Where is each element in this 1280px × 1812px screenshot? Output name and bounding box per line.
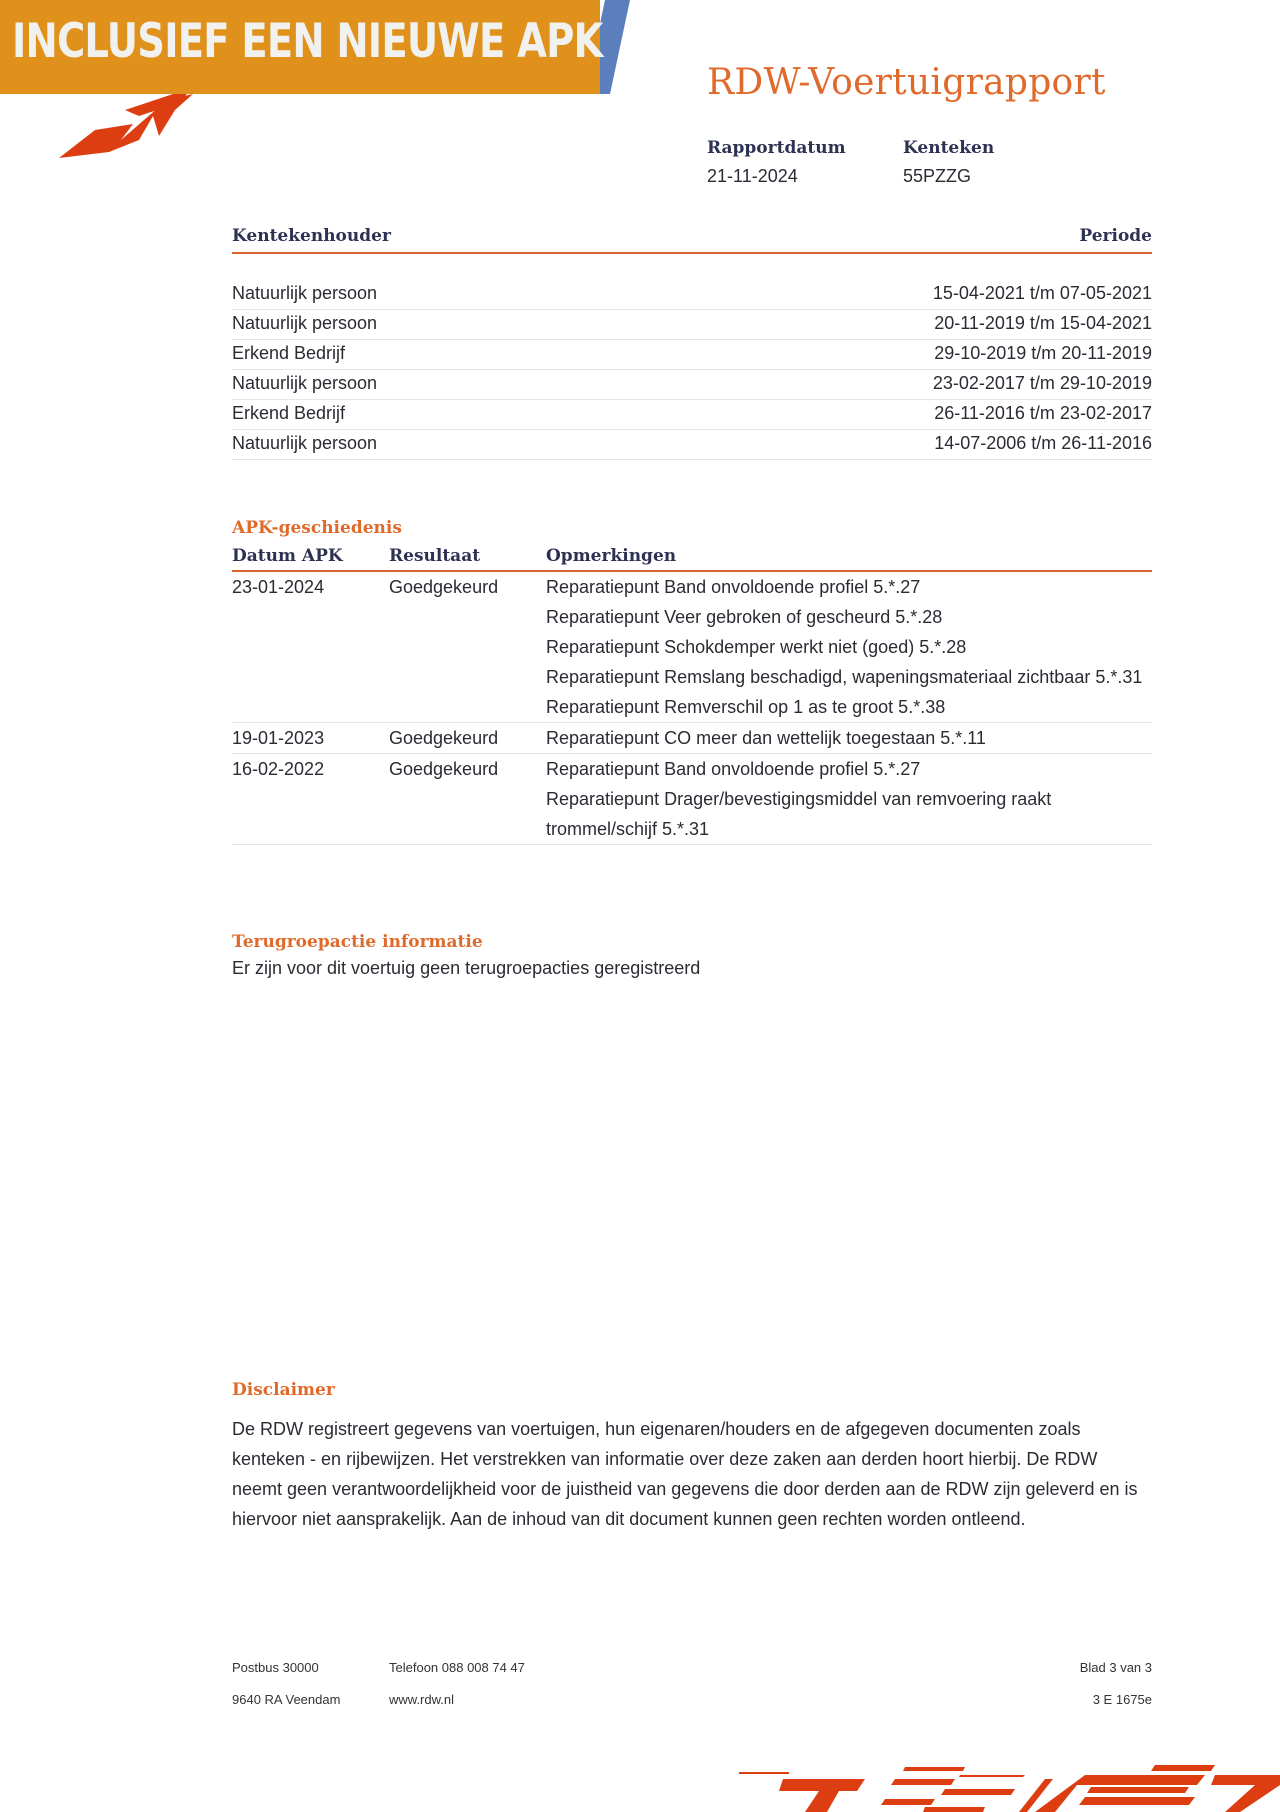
plate-block	[903, 138, 994, 187]
holders-table-header	[232, 226, 1152, 254]
rdw-decorative-stripes-icon	[735, 1755, 1280, 1812]
holder-period: 15-04-2021 t/m 07-05-2021	[932, 283, 1152, 303]
holder-type: Erkend Bedrijf	[232, 343, 346, 363]
recall-title: Terugroepactie informatie	[232, 932, 483, 952]
remark: Reparatiepunt Drager/bevestigingsmiddel van remvoering raakt trommel/schijf 5.*.31	[546, 789, 1052, 839]
promo-banner-text: INCLUSIEF EEN NIEUWE APK	[12, 14, 603, 69]
holder-period: 20-11-2019 t/m 15-04-2021	[934, 313, 1152, 333]
remark: Reparatiepunt Band onvoldoende profiel 5.*.27	[546, 759, 921, 779]
apk-date: 16-02-2022	[232, 759, 325, 779]
table-row	[232, 400, 1152, 430]
apk-remarks	[546, 723, 1152, 753]
disclaimer-text: De RDW registreert gegevens van voertuigen, hun eigenaren/houders en de afgegeven documenten zoals kenteken - en rijbewijzen. Het verstrekken van informatie over deze zaken aan derden hoort hierbij. De RDW neemt geen verantwoordelijkheid voor de juistheid van gegevens die door derden aan de RDW zijn geleverd en is hiervoor niet aansprakelijk. Aan de inhoud van dit document kunnen geen rechten worden ontleend.	[232, 1419, 1138, 1529]
holder-period: 14-07-2006 t/m 26-11-2016	[934, 433, 1152, 453]
table-row	[232, 340, 1152, 370]
apk-remarks	[546, 572, 1152, 722]
table-row	[232, 754, 1152, 845]
col-holder-header: Kentekenhouder	[232, 226, 391, 246]
holder-type: Erkend Bedrijf	[232, 403, 346, 423]
plate-label: Kenteken	[903, 138, 995, 158]
recall-text: Er zijn voor dit voertuig geen terugroepacties geregistreerd	[232, 958, 701, 978]
table-row	[232, 430, 1152, 460]
remark: Reparatiepunt Schokdemper werkt niet (goed) 5.*.28	[546, 637, 967, 657]
apk-result: Goedgekeurd	[389, 577, 499, 597]
remark: Reparatiepunt Remslang beschadigd, wapeningsmateriaal zichtbaar 5.*.31	[546, 667, 1143, 687]
apk-result: Goedgekeurd	[389, 728, 499, 748]
col-result-header: Resultaat	[389, 546, 481, 566]
footer-document-code: 3 E 1675e	[1092, 1692, 1152, 1707]
footer-page-number: Blad 3 van 3	[1079, 1660, 1152, 1675]
holder-type: Natuurlijk persoon	[232, 283, 378, 303]
report-date-block	[707, 138, 846, 187]
remark: Reparatiepunt CO meer dan wettelijk toegestaan 5.*.11	[546, 728, 986, 748]
apk-remarks	[546, 754, 1152, 844]
disclaimer-section	[232, 1380, 1152, 1534]
apk-date: 23-01-2024	[232, 577, 325, 597]
apk-date: 19-01-2023	[232, 728, 325, 748]
apk-history-section	[232, 518, 1152, 845]
footer-address: 9640 RA Veendam	[232, 1692, 341, 1707]
holder-period: 29-10-2019 t/m 20-11-2019	[934, 343, 1152, 363]
holders-table	[232, 226, 1152, 460]
holder-type: Natuurlijk persoon	[232, 433, 378, 453]
col-period-header: Periode	[1079, 226, 1152, 246]
table-row	[232, 310, 1152, 340]
footer-website-link[interactable]: www.rdw.nl	[389, 1692, 455, 1707]
col-remarks-header: Opmerkingen	[546, 546, 677, 566]
holder-period: 23-02-2017 t/m 29-10-2019	[932, 373, 1152, 393]
table-row	[232, 370, 1152, 400]
apk-table-header	[232, 546, 1152, 572]
apk-result: Goedgekeurd	[389, 759, 499, 779]
recall-section	[232, 932, 700, 979]
report-date-value: 21-11-2024	[707, 166, 798, 186]
apk-history-title: APK-geschiedenis	[232, 518, 402, 538]
page-footer	[232, 1660, 1152, 1724]
disclaimer-title: Disclaimer	[232, 1380, 335, 1400]
col-apk-date-header: Datum APK	[232, 546, 343, 566]
holder-type: Natuurlijk persoon	[232, 313, 378, 333]
footer-phone: Telefoon 088 008 74 47	[389, 1660, 525, 1675]
table-row	[232, 280, 1152, 310]
report-date-label: Rapportdatum	[707, 138, 846, 158]
table-row	[232, 723, 1152, 754]
remark: Reparatiepunt Band onvoldoende profiel 5.*.27	[546, 577, 921, 597]
remark: Reparatiepunt Remverschil op 1 as te groot 5.*.38	[546, 697, 946, 717]
table-row	[232, 572, 1152, 723]
plate-value: 55PZZG	[903, 166, 972, 186]
footer-postbus: Postbus 30000	[232, 1660, 319, 1675]
remark: Reparatiepunt Veer gebroken of gescheurd 5.*.28	[546, 607, 943, 627]
holders-rows	[232, 280, 1152, 460]
holder-period: 26-11-2016 t/m 23-02-2017	[934, 403, 1152, 423]
report-title: RDW-Voertuigrapport	[707, 62, 1106, 103]
holder-type: Natuurlijk persoon	[232, 373, 378, 393]
